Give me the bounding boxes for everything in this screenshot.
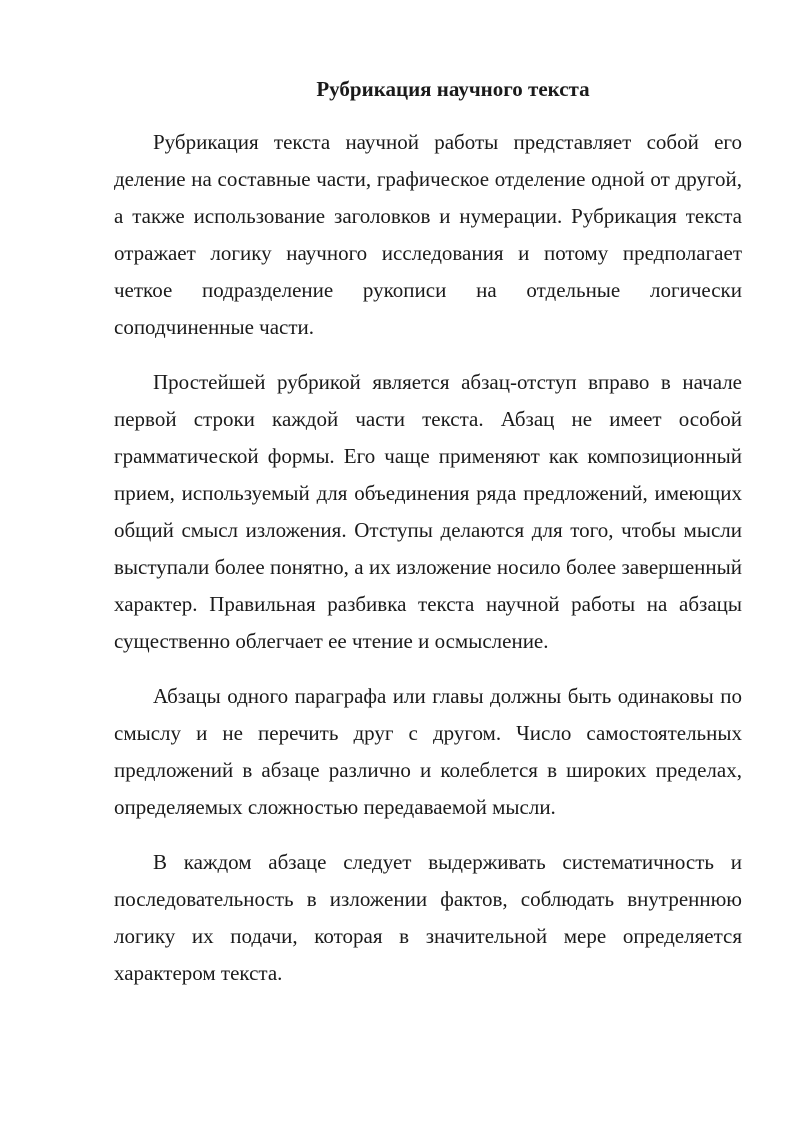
paragraph-1: Рубрикация текста научной работы представляет собой его деление на составные части, графическое отделение одной от другой, а также использование заголовков и нумерации. Рубрикация текста отражает логику научного исследования и потому предполагает четкое подразделение рукописи на отдельные логически соподчиненные части. (114, 130, 742, 339)
document-body (114, 72, 742, 992)
paragraph-2: Простейшей рубрикой является абзац-отступ вправо в начале первой строки каждой части текста. Абзац не имеет особой грамматической формы. Его чаще применяют как композиционный прием, используемый для объединения ряда предложений, имеющих общий смысл изложения. Отступы делаются для того, чтобы мысли выступали более понятно, а их изложение носило более завершенный характер. Правильная разбивка текста научной работы на абзацы существенно облегчает ее чтение и осмысление. (114, 370, 742, 653)
paragraph-3: Абзацы одного параграфа или главы должны быть одинаковы по смыслу и не перечить друг с другом. Число самостоятельных предложений в абзаце различно и колеблется в широких пределах, определяемых сложностью передаваемой мысли. (114, 684, 742, 819)
paragraph-4: В каждом абзаце следует выдерживать систематичность и последовательность в изложении фактов, соблюдать внутреннюю логику их подачи, которая в значительной мере определяется характером текста. (114, 850, 742, 985)
document-title: Рубрикация научного текста (316, 77, 590, 101)
